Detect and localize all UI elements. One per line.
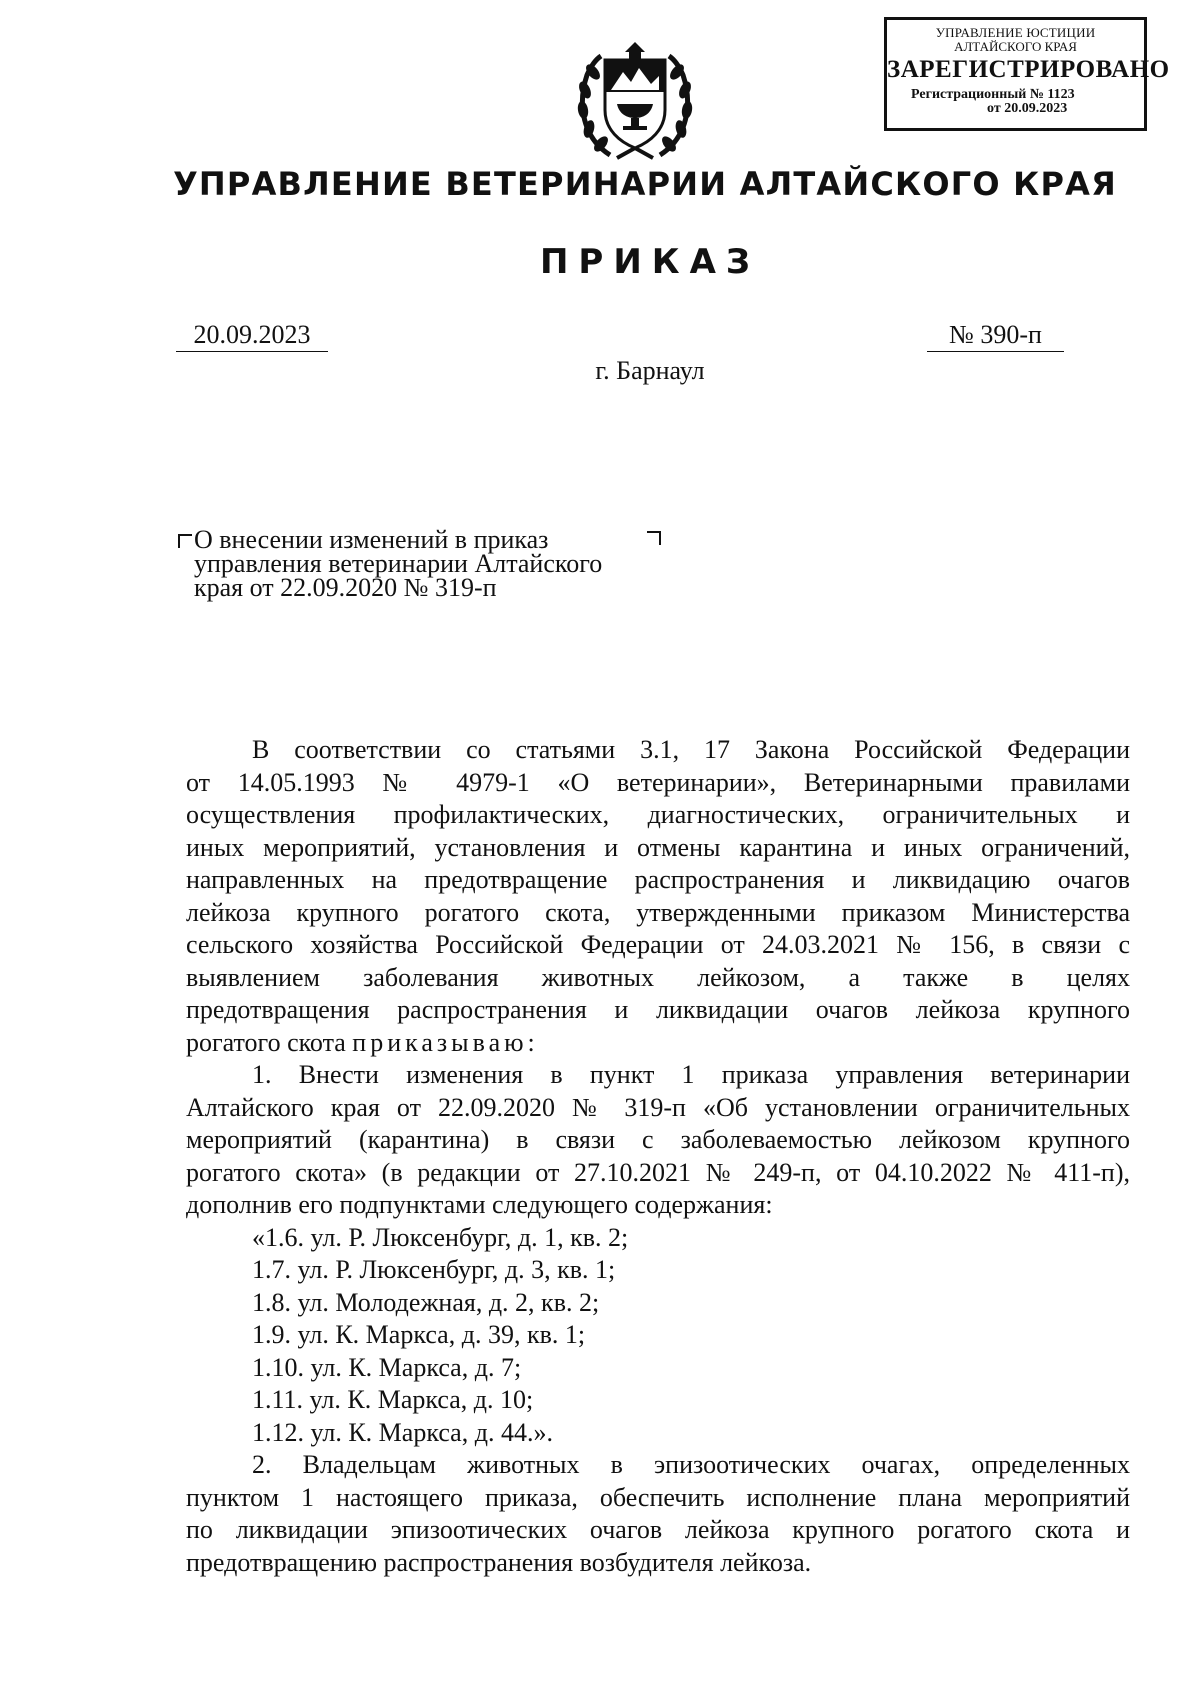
point-2-line: 2. Владельцам животных в эпизоотических очагах, определенных bbox=[252, 1450, 1130, 1479]
body-line: лейкоза крупного рогатого скота, утвержденными приказом Министерства bbox=[186, 897, 1130, 927]
stamp-title: ЗАРЕГИСТРИРОВАНО bbox=[887, 56, 1170, 84]
stamp-authority-line: УПРАВЛЕНИЕ ЮСТИЦИИ bbox=[935, 25, 1096, 40]
order-subject bbox=[194, 525, 662, 602]
order-date: 20.09.2023 bbox=[176, 320, 328, 352]
body-text: рогатого скота bbox=[186, 1027, 353, 1057]
point-1-line: 1. Внести изменения в пункт 1 приказа управления ветеринарии bbox=[252, 1060, 1130, 1089]
subject-line: края от 22.09.2020 № 319-п bbox=[194, 573, 497, 602]
point-1-line: рогатого скота» (в редакции от 27.10.2021 № 249-п, от 04.10.2022 № 411-п), bbox=[186, 1157, 1130, 1187]
stamp-registration-number: Регистрационный № 1123 bbox=[911, 86, 1075, 102]
body-line: выявлением заболевания животных лейкозом, а также в целях bbox=[186, 962, 1130, 992]
point-2-line: предотвращению распространения возбудителя лейкоза. bbox=[186, 1547, 812, 1577]
body-line: от 14.05.1993 № 4979-1 «О ветеринарии», Ветеринарными правилами bbox=[186, 767, 1130, 797]
order-body bbox=[186, 734, 1130, 1579]
organization-title: УПРАВЛЕНИЕ ВЕТЕРИНАРИИ АЛТАЙСКОГО КРАЯ bbox=[173, 165, 1117, 203]
order-number: № 390-п bbox=[927, 320, 1064, 352]
subitem-address: 1.12. ул. К. Маркса, д. 44.». bbox=[252, 1417, 553, 1447]
subitem-address: 1.8. ул. Молодежная, д. 2, кв. 2; bbox=[252, 1287, 600, 1317]
body-line: иных мероприятий, установления и отмены карантина и иных ограничений, bbox=[186, 832, 1130, 862]
point-2-line: по ликвидации эпизоотических очагов лейкоза крупного рогатого скота и bbox=[186, 1515, 1130, 1544]
body-line: сельского хозяйства Российской Федерации от 24.03.2021 № 156, в связи с bbox=[186, 930, 1130, 959]
document-type-title: ПРИКАЗ bbox=[539, 242, 761, 282]
altai-coat-of-arms-emblem bbox=[565, 30, 705, 170]
subject-bracket-left bbox=[178, 534, 192, 548]
subitem-address: 1.10. ул. К. Маркса, д. 7; bbox=[252, 1352, 522, 1382]
point-2-line: пунктом 1 настоящего приказа, обеспечить исполнение плана мероприятий bbox=[186, 1482, 1130, 1512]
subitem-address: 1.9. ул. К. Маркса, д. 39, кв. 1; bbox=[252, 1320, 586, 1349]
subitem-address: 1.11. ул. К. Маркса, д. 10; bbox=[252, 1385, 534, 1414]
body-line-final bbox=[186, 1027, 1130, 1060]
order-verb-spaced: приказываю: bbox=[352, 1027, 539, 1057]
body-line: направленных на предотвращение распространения и ликвидацию очагов bbox=[186, 865, 1130, 894]
stamp-registration-date: от 20.09.2023 bbox=[987, 101, 1068, 117]
subitem-address: «1.6. ул. Р. Люксенбург, д. 1, кв. 2; bbox=[252, 1222, 629, 1252]
subitem-address: 1.7. ул. Р. Люксенбург, д. 3, кв. 1; bbox=[252, 1255, 616, 1284]
order-city: г. Барнаул bbox=[595, 356, 705, 385]
body-line: осуществления профилактических, диагностических, ограничительных и bbox=[186, 800, 1130, 829]
subject-line: О внесении изменений в приказ bbox=[194, 525, 549, 554]
point-1-line: мероприятий (карантина) в связи с заболеваемостью лейкозом крупного bbox=[186, 1125, 1130, 1154]
body-line: предотвращения распространения и ликвидации очагов лейкоза крупного bbox=[186, 995, 1130, 1024]
point-1-line: дополнив его подпунктами следующего содержания: bbox=[186, 1190, 773, 1219]
registration-stamp bbox=[884, 17, 1170, 131]
stamp-region-line: АЛТАЙСКОГО КРАЯ bbox=[954, 38, 1077, 54]
subject-line: управления ветеринарии Алтайского bbox=[194, 549, 603, 578]
body-line: В соответствии со статьями 3.1, 17 Закона Российской Федерации bbox=[252, 735, 1130, 764]
point-1-line: Алтайского края от 22.09.2020 № 319-п «Об установлении ограничительных bbox=[186, 1092, 1130, 1122]
